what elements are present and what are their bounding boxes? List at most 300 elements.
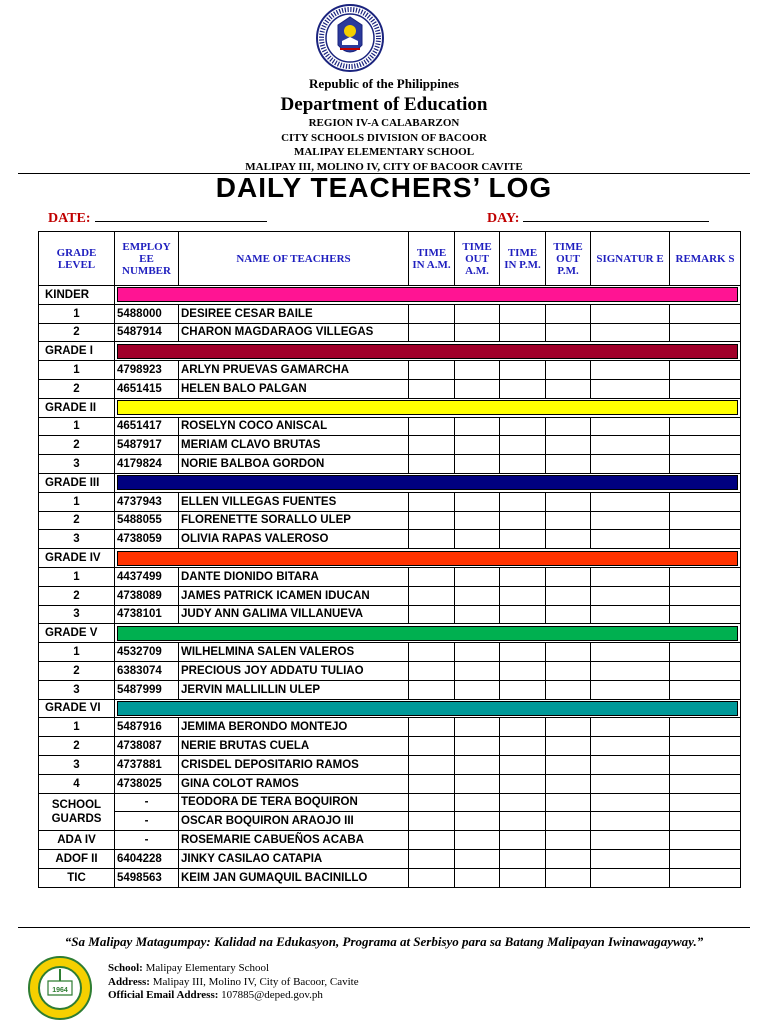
time-in-am-cell[interactable]	[409, 379, 455, 398]
teacher-name: FLORENETTE SORALLO ULEP	[179, 511, 409, 530]
table-row	[39, 323, 741, 342]
remarks-cell[interactable]	[670, 755, 741, 774]
grade-color-bar	[115, 549, 741, 568]
employee-number: 5498563	[115, 868, 179, 887]
remarks-cell[interactable]	[670, 661, 741, 680]
time-in-am-cell[interactable]	[409, 812, 455, 831]
teacher-name: ROSEMARIE CABUEÑOS ACABA	[179, 831, 409, 850]
time-out-pm-cell[interactable]	[546, 718, 591, 737]
table-row	[39, 379, 741, 398]
table-row	[39, 530, 741, 549]
day-field[interactable]	[487, 209, 709, 227]
signature-cell[interactable]	[591, 323, 670, 342]
time-out-am-cell[interactable]	[455, 455, 500, 474]
remarks-cell[interactable]	[670, 680, 741, 699]
remarks-cell[interactable]	[670, 511, 741, 530]
time-out-am-cell[interactable]	[455, 511, 500, 530]
time-in-pm-cell[interactable]	[500, 361, 546, 380]
time-out-pm-cell[interactable]	[546, 643, 591, 662]
color-band	[117, 287, 738, 302]
remarks-cell[interactable]	[670, 361, 741, 380]
signature-cell[interactable]	[591, 793, 670, 812]
column-header: TIME IN A.M.	[409, 232, 455, 286]
row-number: 1	[39, 718, 115, 737]
staff-role: SCHOOL GUARDS	[39, 793, 115, 831]
time-out-pm-cell[interactable]	[546, 680, 591, 699]
time-in-am-cell[interactable]	[409, 511, 455, 530]
employee-number: 4532709	[115, 643, 179, 662]
remarks-cell[interactable]	[670, 718, 741, 737]
grade-color-bar	[115, 286, 741, 305]
color-band	[117, 475, 738, 490]
grade-group-row	[39, 473, 741, 492]
signature-cell[interactable]	[591, 831, 670, 850]
employee-number: 4651415	[115, 379, 179, 398]
time-in-pm-cell[interactable]	[500, 831, 546, 850]
teachers-log-table	[38, 231, 741, 888]
time-out-pm-cell[interactable]	[546, 379, 591, 398]
remarks-cell[interactable]	[670, 323, 741, 342]
signature-cell[interactable]	[591, 849, 670, 868]
time-out-am-cell[interactable]	[455, 831, 500, 850]
employee-number: 4738059	[115, 530, 179, 549]
time-in-pm-cell[interactable]	[500, 661, 546, 680]
grade-color-bar	[115, 342, 741, 361]
time-out-pm-cell[interactable]	[546, 567, 591, 586]
time-out-am-cell[interactable]	[455, 417, 500, 436]
remarks-cell[interactable]	[670, 605, 741, 624]
time-out-am-cell[interactable]	[455, 755, 500, 774]
row-number: 3	[39, 680, 115, 699]
grade-group-row	[39, 342, 741, 361]
time-out-am-cell[interactable]	[455, 849, 500, 868]
time-in-am-cell[interactable]	[409, 323, 455, 342]
time-out-am-cell[interactable]	[455, 323, 500, 342]
time-in-pm-cell[interactable]	[500, 455, 546, 474]
employee-number: -	[115, 831, 179, 850]
time-in-pm-cell[interactable]	[500, 323, 546, 342]
signature-cell[interactable]	[591, 605, 670, 624]
remarks-cell[interactable]	[670, 436, 741, 455]
color-band	[117, 551, 738, 566]
employee-number: 5487914	[115, 323, 179, 342]
time-out-am-cell[interactable]	[455, 379, 500, 398]
time-in-pm-cell[interactable]	[500, 417, 546, 436]
time-in-pm-cell[interactable]	[500, 755, 546, 774]
row-number: 3	[39, 755, 115, 774]
time-in-am-cell[interactable]	[409, 868, 455, 887]
time-out-pm-cell[interactable]	[546, 417, 591, 436]
color-band	[117, 701, 738, 716]
teacher-name: OSCAR BOQUIRON ARAOJO III	[179, 812, 409, 831]
time-out-am-cell[interactable]	[455, 643, 500, 662]
time-out-pm-cell[interactable]	[546, 812, 591, 831]
time-out-am-cell[interactable]	[455, 737, 500, 756]
region-line: REGION IV-A CALABARZON	[308, 117, 460, 129]
time-out-am-cell[interactable]	[455, 661, 500, 680]
employee-number: 5488000	[115, 304, 179, 323]
signature-cell[interactable]	[591, 530, 670, 549]
grade-color-bar	[115, 473, 741, 492]
row-number: 2	[39, 511, 115, 530]
time-in-pm-cell[interactable]	[500, 774, 546, 793]
employee-number: 5488055	[115, 511, 179, 530]
row-number: 3	[39, 455, 115, 474]
employee-number: -	[115, 812, 179, 831]
time-in-am-cell[interactable]	[409, 737, 455, 756]
republic-line: Republic of the Philippines	[309, 76, 459, 91]
employee-number: 5487999	[115, 680, 179, 699]
time-in-am-cell[interactable]	[409, 849, 455, 868]
time-out-am-cell[interactable]	[455, 793, 500, 812]
table-row	[39, 831, 741, 850]
date-blank[interactable]	[95, 209, 267, 222]
table-row	[39, 567, 741, 586]
time-in-pm-cell[interactable]	[500, 868, 546, 887]
row-number: 2	[39, 737, 115, 756]
time-out-pm-cell[interactable]	[546, 530, 591, 549]
page-title: DAILY TEACHERS’ LOG	[215, 172, 553, 203]
color-band	[117, 626, 738, 641]
signature-cell[interactable]	[591, 718, 670, 737]
signature-cell[interactable]	[591, 661, 670, 680]
signature-cell[interactable]	[591, 868, 670, 887]
remarks-cell[interactable]	[670, 812, 741, 831]
remarks-cell[interactable]	[670, 831, 741, 850]
row-number: 1	[39, 643, 115, 662]
time-in-pm-cell[interactable]	[500, 793, 546, 812]
employee-number: 6404228	[115, 849, 179, 868]
color-band	[117, 400, 738, 415]
remarks-cell[interactable]	[670, 774, 741, 793]
time-out-pm-cell[interactable]	[546, 605, 591, 624]
time-out-pm-cell[interactable]	[546, 774, 591, 793]
grade-level-label: GRADE I	[39, 342, 115, 361]
time-in-am-cell[interactable]	[409, 492, 455, 511]
signature-cell[interactable]	[591, 455, 670, 474]
employee-number: 5487916	[115, 718, 179, 737]
signature-cell[interactable]	[591, 812, 670, 831]
teacher-name: JERVIN MALLILLIN ULEP	[179, 680, 409, 699]
date-label: DATE:	[48, 211, 91, 226]
signature-cell[interactable]	[591, 379, 670, 398]
grade-group-row	[39, 286, 741, 305]
row-number: 1	[39, 492, 115, 511]
grade-level-label: GRADE III	[39, 473, 115, 492]
grade-group-row	[39, 624, 741, 643]
time-in-pm-cell[interactable]	[500, 511, 546, 530]
time-in-pm-cell[interactable]	[500, 643, 546, 662]
column-header: NAME OF TEACHERS	[179, 232, 409, 286]
logo-year: 1964	[52, 987, 68, 994]
table-row	[39, 718, 741, 737]
grade-color-bar	[115, 398, 741, 417]
time-in-am-cell[interactable]	[409, 530, 455, 549]
employee-number: 5487917	[115, 436, 179, 455]
grade-level-label: GRADE II	[39, 398, 115, 417]
table-row	[39, 586, 741, 605]
time-out-pm-cell[interactable]	[546, 737, 591, 756]
grade-group-row	[39, 398, 741, 417]
address-line: MALIPAY III, MOLINO IV, CITY OF BACOOR CAVITE	[245, 160, 523, 173]
remarks-cell[interactable]	[670, 793, 741, 812]
employee-number: 4737881	[115, 755, 179, 774]
table-row	[39, 511, 741, 530]
teacher-name: DESIREE CESAR BAILE	[179, 304, 409, 323]
row-number: 3	[39, 605, 115, 624]
time-in-pm-cell[interactable]	[500, 718, 546, 737]
division-line: CITY SCHOOLS DIVISION OF BACOOR	[281, 131, 487, 144]
time-out-pm-cell[interactable]	[546, 304, 591, 323]
teacher-name: JEMIMA BERONDO MONTEJO	[179, 718, 409, 737]
grade-level-label: GRADE V	[39, 624, 115, 643]
grade-level-label: GRADE IV	[39, 549, 115, 568]
time-out-pm-cell[interactable]	[546, 868, 591, 887]
remarks-cell[interactable]	[670, 530, 741, 549]
teacher-name: JAMES PATRICK ICAMEN IDUCAN	[179, 586, 409, 605]
time-out-pm-cell[interactable]	[546, 755, 591, 774]
table-header-row	[39, 232, 741, 286]
teacher-name: MERIAM CLAVO BRUTAS	[179, 436, 409, 455]
grade-group-row	[39, 549, 741, 568]
employee-number: 4738089	[115, 586, 179, 605]
remarks-cell[interactable]	[670, 304, 741, 323]
signature-cell[interactable]	[591, 511, 670, 530]
time-in-am-cell[interactable]	[409, 831, 455, 850]
time-out-am-cell[interactable]	[455, 774, 500, 793]
table-row	[39, 774, 741, 793]
table-row	[39, 793, 741, 812]
color-band	[117, 344, 738, 359]
row-number: 3	[39, 530, 115, 549]
signature-cell[interactable]	[591, 737, 670, 756]
footer-email: Official Email Address: 107885@deped.gov.ph	[108, 989, 323, 1001]
employee-number: 4738025	[115, 774, 179, 793]
time-out-pm-cell[interactable]	[546, 661, 591, 680]
table-row	[39, 643, 741, 662]
staff-role: TIC	[39, 868, 115, 887]
time-out-am-cell[interactable]	[455, 605, 500, 624]
time-out-am-cell[interactable]	[455, 361, 500, 380]
remarks-cell[interactable]	[670, 586, 741, 605]
table-row	[39, 492, 741, 511]
row-number: 2	[39, 661, 115, 680]
teacher-name: KEIM JAN GUMAQUIL BACINILLO	[179, 868, 409, 887]
day-label: DAY:	[487, 211, 520, 226]
table-row	[39, 680, 741, 699]
time-out-pm-cell[interactable]	[546, 511, 591, 530]
employee-number: 4738087	[115, 737, 179, 756]
column-header: TIME OUT A.M.	[455, 232, 500, 286]
table-row	[39, 455, 741, 474]
time-out-pm-cell[interactable]	[546, 323, 591, 342]
grade-level-label: GRADE VI	[39, 699, 115, 718]
teacher-name: PRECIOUS JOY ADDATU TULIAO	[179, 661, 409, 680]
remarks-cell[interactable]	[670, 417, 741, 436]
row-number: 1	[39, 567, 115, 586]
time-out-am-cell[interactable]	[455, 304, 500, 323]
time-out-pm-cell[interactable]	[546, 436, 591, 455]
teacher-name: ROSELYN COCO ANISCAL	[179, 417, 409, 436]
column-header: REMARK S	[670, 232, 741, 286]
table-row	[39, 868, 741, 887]
signature-cell[interactable]	[591, 436, 670, 455]
time-in-pm-cell[interactable]	[500, 849, 546, 868]
remarks-cell[interactable]	[670, 455, 741, 474]
table-row	[39, 737, 741, 756]
time-in-am-cell[interactable]	[409, 417, 455, 436]
time-in-pm-cell[interactable]	[500, 586, 546, 605]
time-out-am-cell[interactable]	[455, 492, 500, 511]
remarks-cell[interactable]	[670, 849, 741, 868]
time-in-am-cell[interactable]	[409, 755, 455, 774]
time-out-am-cell[interactable]	[455, 436, 500, 455]
time-in-am-cell[interactable]	[409, 680, 455, 699]
teacher-name: CRISDEL DEPOSITARIO RAMOS	[179, 755, 409, 774]
signature-cell[interactable]	[591, 755, 670, 774]
teacher-name: NORIE BALBOA GORDON	[179, 455, 409, 474]
time-in-am-cell[interactable]	[409, 436, 455, 455]
date-field[interactable]	[48, 209, 267, 227]
time-out-pm-cell[interactable]	[546, 849, 591, 868]
teacher-name: TEODORA DE TERA BOQUIRON	[179, 793, 409, 812]
time-in-am-cell[interactable]	[409, 793, 455, 812]
column-header: TIME OUT P.M.	[546, 232, 591, 286]
row-number: 1	[39, 417, 115, 436]
employee-number: -	[115, 793, 179, 812]
signature-cell[interactable]	[591, 643, 670, 662]
signature-cell[interactable]	[591, 492, 670, 511]
time-in-am-cell[interactable]	[409, 661, 455, 680]
teacher-name: WILHELMINA SALEN VALEROS	[179, 643, 409, 662]
time-in-pm-cell[interactable]	[500, 567, 546, 586]
day-blank[interactable]	[523, 209, 709, 222]
table-row	[39, 417, 741, 436]
row-number: 1	[39, 361, 115, 380]
row-number: 2	[39, 323, 115, 342]
time-in-pm-cell[interactable]	[500, 605, 546, 624]
grade-color-bar	[115, 699, 741, 718]
signature-cell[interactable]	[591, 680, 670, 699]
time-out-pm-cell[interactable]	[546, 586, 591, 605]
table-row	[39, 812, 741, 831]
teacher-name: JUDY ANN GALIMA VILLANUEVA	[179, 605, 409, 624]
time-in-am-cell[interactable]	[409, 774, 455, 793]
remarks-cell[interactable]	[670, 643, 741, 662]
remarks-cell[interactable]	[670, 492, 741, 511]
column-header: EMPLOY EE NUMBER	[115, 232, 179, 286]
row-number: 2	[39, 586, 115, 605]
signature-cell[interactable]	[591, 774, 670, 793]
grade-level-label: KINDER	[39, 286, 115, 305]
time-out-am-cell[interactable]	[455, 586, 500, 605]
time-in-am-cell[interactable]	[409, 304, 455, 323]
time-out-am-cell[interactable]	[455, 530, 500, 549]
remarks-cell[interactable]	[670, 567, 741, 586]
row-number: 1	[39, 304, 115, 323]
time-in-pm-cell[interactable]	[500, 492, 546, 511]
employee-number: 6383074	[115, 661, 179, 680]
column-header: SIGNATUR E	[591, 232, 670, 286]
time-out-am-cell[interactable]	[455, 718, 500, 737]
footer-school: School: Malipay Elementary School	[108, 962, 270, 974]
table-row	[39, 436, 741, 455]
footer-address: Address: Malipay III, Molino IV, City of Bacoor, Cavite	[108, 975, 359, 988]
remarks-cell[interactable]	[670, 737, 741, 756]
teacher-name: ELLEN VILLEGAS FUENTES	[179, 492, 409, 511]
school-logo	[22, 955, 98, 1021]
employee-number: 4798923	[115, 361, 179, 380]
time-in-pm-cell[interactable]	[500, 530, 546, 549]
time-in-pm-cell[interactable]	[500, 304, 546, 323]
time-in-am-cell[interactable]	[409, 455, 455, 474]
time-in-am-cell[interactable]	[409, 586, 455, 605]
remarks-cell[interactable]	[670, 379, 741, 398]
time-out-pm-cell[interactable]	[546, 831, 591, 850]
row-number: 2	[39, 379, 115, 398]
signature-cell[interactable]	[591, 567, 670, 586]
time-in-pm-cell[interactable]	[500, 737, 546, 756]
signature-cell[interactable]	[591, 304, 670, 323]
time-in-am-cell[interactable]	[409, 361, 455, 380]
teacher-name: HELEN BALO PALGAN	[179, 379, 409, 398]
time-out-am-cell[interactable]	[455, 812, 500, 831]
row-number: 2	[39, 436, 115, 455]
time-out-pm-cell[interactable]	[546, 361, 591, 380]
grade-color-bar	[115, 624, 741, 643]
time-in-am-cell[interactable]	[409, 643, 455, 662]
employee-number: 4179824	[115, 455, 179, 474]
signature-cell[interactable]	[591, 586, 670, 605]
time-out-pm-cell[interactable]	[546, 455, 591, 474]
remarks-cell[interactable]	[670, 868, 741, 887]
office-block	[0, 116, 768, 174]
department-title: Department of Education	[280, 94, 488, 115]
signature-cell[interactable]	[591, 361, 670, 380]
time-out-am-cell[interactable]	[455, 567, 500, 586]
time-in-pm-cell[interactable]	[500, 680, 546, 699]
teacher-name: ARLYN PRUEVAS GAMARCHA	[179, 361, 409, 380]
employee-number: 4737943	[115, 492, 179, 511]
time-in-am-cell[interactable]	[409, 567, 455, 586]
employee-number: 4738101	[115, 605, 179, 624]
time-in-am-cell[interactable]	[409, 718, 455, 737]
time-out-am-cell[interactable]	[455, 868, 500, 887]
column-header: TIME IN P.M.	[500, 232, 546, 286]
deped-seal-logo	[306, 3, 394, 73]
school-line: MALIPAY ELEMENTARY SCHOOL	[293, 146, 475, 158]
table-row	[39, 755, 741, 774]
grade-group-row	[39, 699, 741, 718]
time-out-pm-cell[interactable]	[546, 793, 591, 812]
time-out-am-cell[interactable]	[455, 680, 500, 699]
row-number: 4	[39, 774, 115, 793]
time-out-pm-cell[interactable]	[546, 492, 591, 511]
footer-info	[108, 962, 359, 1003]
staff-role: ADOF II	[39, 849, 115, 868]
table-row	[39, 361, 741, 380]
table-row	[39, 849, 741, 868]
teacher-name: GINA COLOT RAMOS	[179, 774, 409, 793]
teacher-name: JINKY CASILAO CATAPIA	[179, 849, 409, 868]
time-in-pm-cell[interactable]	[500, 436, 546, 455]
time-in-am-cell[interactable]	[409, 605, 455, 624]
staff-role: ADA IV	[39, 831, 115, 850]
time-in-pm-cell[interactable]	[500, 379, 546, 398]
signature-cell[interactable]	[591, 417, 670, 436]
teacher-name: DANTE DIONIDO BITARA	[179, 567, 409, 586]
time-in-pm-cell[interactable]	[500, 812, 546, 831]
